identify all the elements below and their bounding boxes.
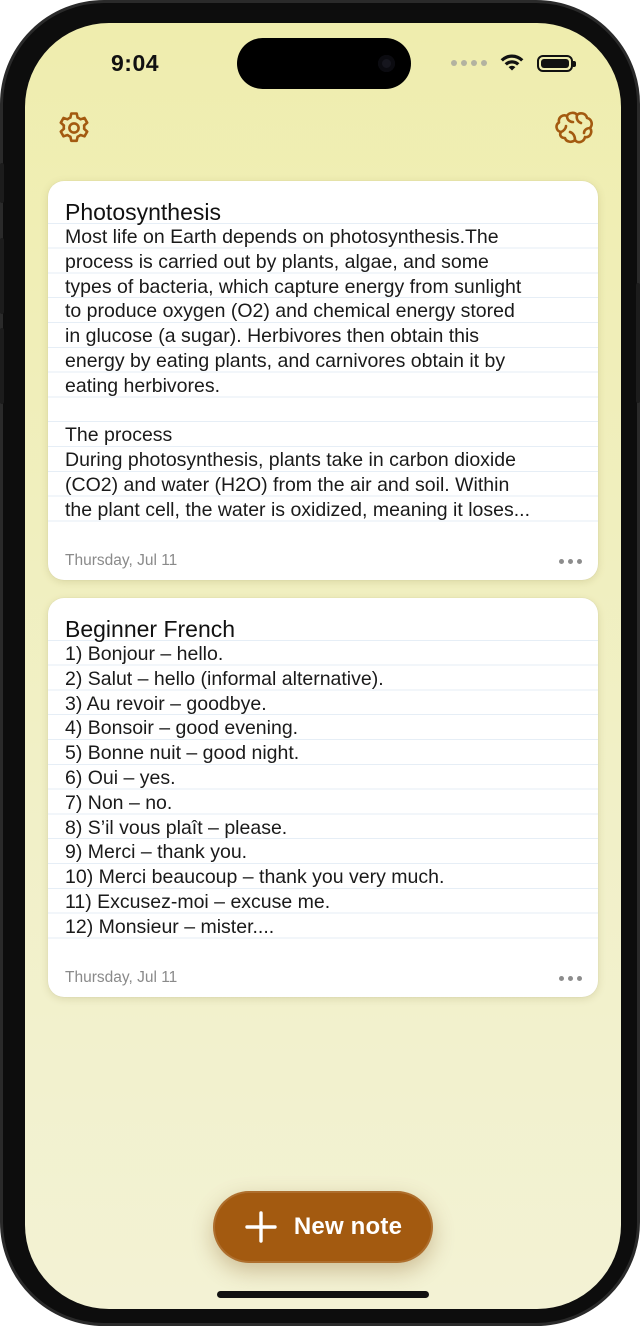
note-card[interactable] [48,598,598,997]
camera-icon [378,55,395,72]
note-content [48,598,598,940]
mute-switch [0,163,4,203]
home-indicator[interactable] [217,1291,429,1298]
dynamic-island [237,38,411,89]
new-note-label: New note [293,1213,403,1240]
brain-button[interactable] [551,105,597,151]
battery-icon [537,55,573,72]
volume-up-button [0,238,4,314]
note-card[interactable] [48,181,598,580]
note-title: Photosynthesis [65,199,221,225]
power-button [636,283,640,403]
note-body: Most life on Earth depends on photosynthesis.The process is carried out by plants, algae, and some types of bacteria, which capture energy from sunlight to produce oxygen (O2) and chemical energy stored in glucose (a sugar). Herbivores then obtain this energy by eating plants, and carnivores obtain it by eating herbivores. The process During photosynthesis, plants take in carbon dioxide (CO2) and water (H2O) from the air and soil. Within the plant cell, the water is oxidized, meaning it loses... [65,226,530,521]
note-date: Thursday, Jul 11 [65,969,178,986]
signal-icon [451,60,487,66]
volume-down-button [0,328,4,404]
new-note-button[interactable] [213,1191,433,1263]
more-options-button[interactable] [559,972,582,985]
more-options-button[interactable] [559,555,582,568]
note-title: Beginner French [65,616,236,642]
note-body: 1) Bonjour – hello. 2) Salut – hello (informal alternative). 3) Au revoir – goodbye. 4) Bonsoir – good evening. 5) Bonne nuit – good night. 6) Oui – yes. 7) Non – no. 8) S’il vous plaît – please. 9) Merci – thank you. 10) Merci beaucoup – thank you very much. 11) Excusez-moi – excuse me. 12) Monsieur – mister.... [65,643,445,938]
status-icons [451,53,573,73]
note-footer [65,969,582,987]
brain-icon [553,110,595,146]
plus-icon [244,1210,278,1244]
note-content [48,181,598,523]
gear-icon [56,110,92,146]
note-date: Thursday, Jul 11 [65,552,178,569]
ellipsis-icon [559,976,564,981]
note-footer [65,552,582,570]
ellipsis-icon [559,559,564,564]
settings-button[interactable] [51,105,97,151]
screen [25,23,621,1309]
status-time: 9:04 [111,50,160,76]
wifi-icon [499,53,525,73]
